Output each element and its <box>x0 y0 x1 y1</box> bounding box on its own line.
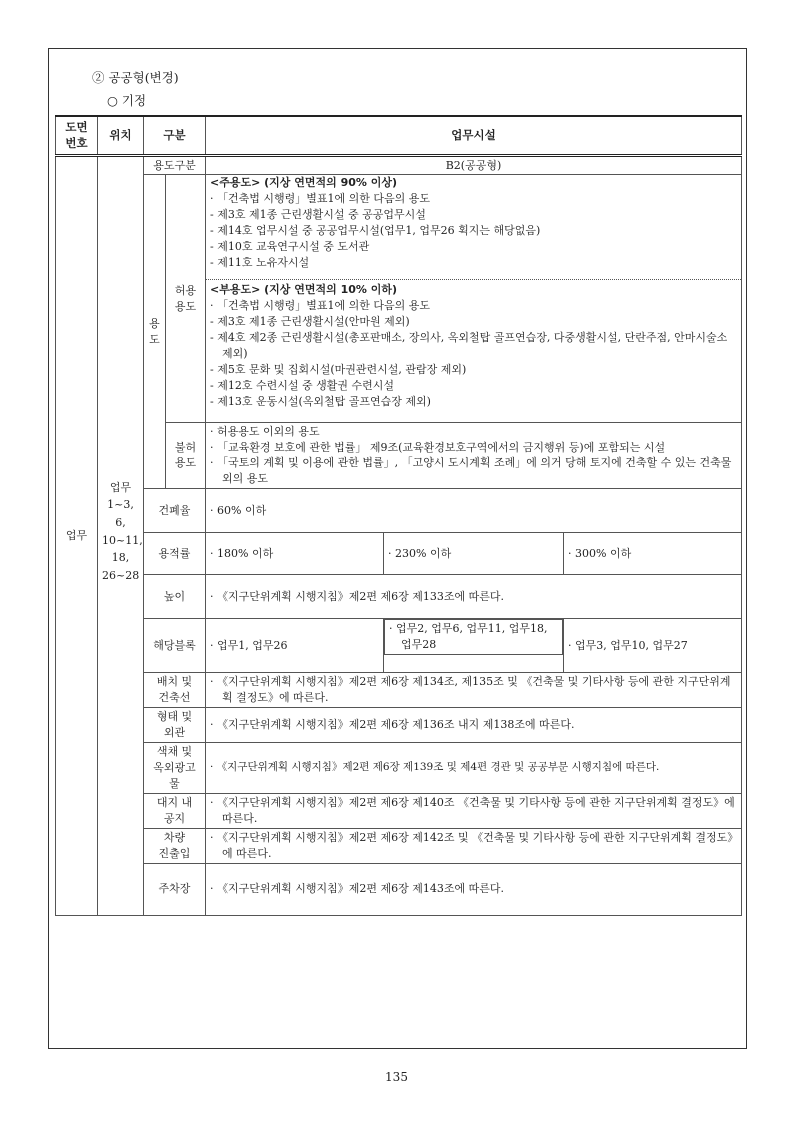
blocks-label: 해당블록 <box>144 619 206 673</box>
disallowed-item: · 허용용도 이외의 용도 <box>210 424 320 438</box>
vehicle-value: · 《지구단위계획 시행지침》제2편 제6장 제142조 및 《건축물 및 기타사항 등에 관한 지구단위계획 결정도》에 따른다. <box>206 828 742 863</box>
coverage-value: · 60% 이하 <box>206 489 742 533</box>
color-row <box>56 743 742 794</box>
allowed-use-row <box>56 175 742 422</box>
sub-use-item: - 제3호 제1종 근린생활시설(안마원 제외) <box>210 314 410 328</box>
open-space-row <box>56 793 742 828</box>
dotted-separator <box>206 279 741 280</box>
layout-value: · 《지구단위계획 시행지침》제2편 제6장 제134조, 제135조 및 《건축물 및 기타사항 등에 관한 지구단위계획 결정도》에 따른다. <box>206 673 742 708</box>
disallowed-item: · 「국토의 계획 및 이용에 관한 법률」, 「고양시 도시계획 조례」에 의거 당해 토지에 건축할 수 있는 건축물 외의 용도 <box>210 456 732 486</box>
sub-use-item: - 제12호 수련시설 중 생활권 수련시설 <box>210 378 394 392</box>
table-header-row <box>56 116 742 155</box>
blocks-value: · 업무2, 업무6, 업무11, 업무18, 업무28 <box>384 619 563 655</box>
header-location: 위치 <box>98 116 144 155</box>
main-use-item: - 제11호 노유자시설 <box>210 256 310 270</box>
height-value: · 《지구단위계획 시행지침》제2편 제6장 제133조에 따른다. <box>206 575 742 619</box>
layout-label: 배치 및 건축선 <box>144 673 206 708</box>
page-number: 135 <box>385 1070 408 1084</box>
layout-row <box>56 673 742 708</box>
main-use-item: - 제10호 교육연구시설 중 도서관 <box>210 240 370 254</box>
coverage-row <box>56 489 742 533</box>
regulation-table <box>55 115 742 916</box>
sub-use-item: - 제13호 운동시설(옥외철탑 골프연습장 제외) <box>210 394 431 408</box>
parking-value: · 《지구단위계획 시행지침》제2편 제6장 제143조에 따른다. <box>206 863 742 915</box>
vehicle-row <box>56 828 742 863</box>
form-row <box>56 708 742 743</box>
main-use-item: - 제14호 업무시설 중 공공업무시설(업무1, 업무26 획지는 해당없음) <box>210 224 541 238</box>
use-classification-value: B2(공공형) <box>206 155 742 175</box>
open-space-value: · 《지구단위계획 시행지침》제2편 제6장 제140조 《건축물 및 기타사항 등에 관한 지구단위계획 결정도》에 따른다. <box>206 793 742 828</box>
form-value: · 《지구단위계획 시행지침》제2편 제6장 제136조 내지 제138조에 따른다. <box>206 708 742 743</box>
drawing-no-cell: 업무 <box>56 155 98 915</box>
section-title: ② 공공형(변경) <box>92 70 179 85</box>
sub-use-item: - 제4호 제2종 근린생활시설(총포판매소, 장의사, 옥외철탑 골프연습장, 다중생활시설, 단란주점, 안마시술소 제외) <box>210 330 728 360</box>
height-row <box>56 575 742 619</box>
location-cell: 업무 1~3, 6, 10~11, 18, 26~28 <box>98 489 144 915</box>
main-use-title: <주용도> (지상 연면적의 90% 이상) <box>210 176 398 190</box>
disallowed-item: · 「교육환경 보호에 관한 법률」 제9조(교육환경보호구역에서의 금지행위 등)에 포함되는 시설 <box>210 440 666 454</box>
main-use-item: · 「건축법 시행령」별표1에 의한 다음의 용도 <box>210 192 430 206</box>
blocks-value: · 업무3, 업무10, 업무27 <box>564 619 742 673</box>
disallowed-use-label: 불허 용도 <box>166 422 206 489</box>
header-drawing-no: 도면 번호 <box>56 116 98 155</box>
open-space-label: 대지 내 공지 <box>144 793 206 828</box>
allowed-use-label: 허용 용도 <box>166 175 206 422</box>
far-row <box>56 533 742 575</box>
allowed-use-content <box>206 175 742 422</box>
blocks-row <box>56 619 742 673</box>
far-label: 용적률 <box>144 533 206 575</box>
sub-use-item: · 「건축법 시행령」별표1에 의한 다음의 용도 <box>210 299 430 312</box>
header-category: 구분 <box>144 116 206 155</box>
parking-row <box>56 863 742 915</box>
main-use-item: - 제3호 제1종 근린생활시설 중 공공업무시설 <box>210 208 426 222</box>
disallowed-use-content <box>206 422 742 489</box>
section-subtitle: ○ 기정 <box>107 93 147 108</box>
color-label: 색채 및 옥외광고물 <box>144 743 206 794</box>
sub-use-title: <부용도> (지상 연면적의 10% 이하) <box>210 283 398 297</box>
far-value: · 300% 이하 <box>564 533 742 575</box>
form-label: 형태 및 외관 <box>144 708 206 743</box>
parking-label: 주차장 <box>144 863 206 915</box>
far-value: · 180% 이하 <box>206 533 384 575</box>
sub-use-item: - 제5호 문화 및 집회시설(마권관련시설, 관람장 제외) <box>210 362 467 376</box>
vehicle-label: 차량 진출입 <box>144 828 206 863</box>
header-content: 업무시설 <box>206 116 742 155</box>
blocks-value: · 업무1, 업무26 <box>206 619 384 673</box>
use-classification-label: 용도구분 <box>144 155 206 175</box>
use-classification-row <box>56 155 742 175</box>
use-label: 용 도 <box>144 175 166 489</box>
height-label: 높이 <box>144 575 206 619</box>
color-value: · 《지구단위계획 시행지침》제2편 제6장 제139조 및 제4편 경관 및 공공부문 시행지침에 따른다. <box>206 743 742 794</box>
far-value: · 230% 이하 <box>384 533 564 575</box>
coverage-label: 건폐율 <box>144 489 206 533</box>
